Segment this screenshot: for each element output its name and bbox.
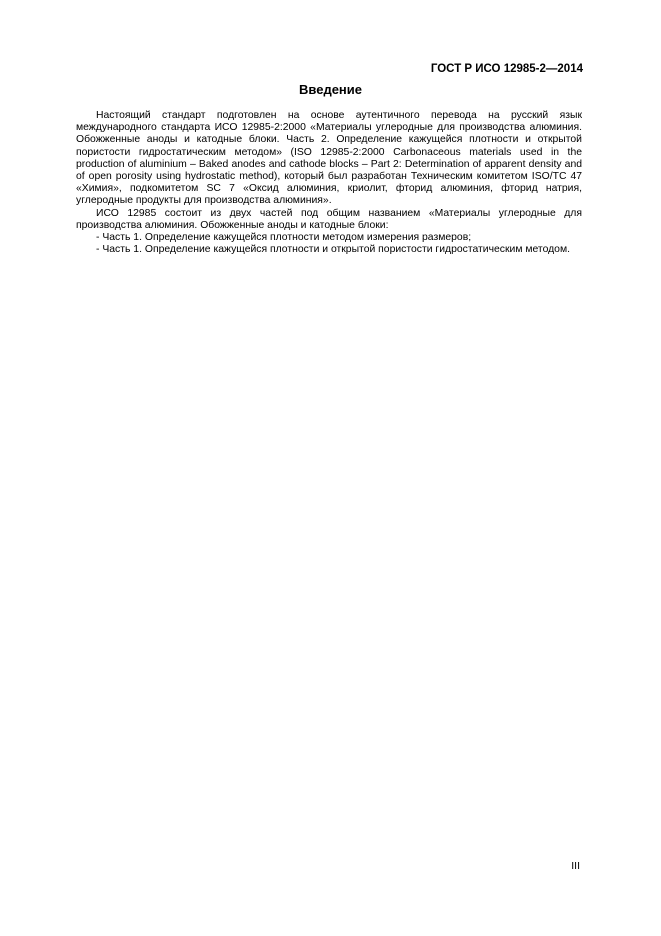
paragraph-parts-intro: ИСО 12985 состоит из двух частей под общим названием «Материалы углеродные для производства алюминия. Обожженные аноды и катодные блоки: [76,207,582,231]
list-item-part-2: - Часть 1. Определение кажущейся плотности и открытой пористости гидростатическим методом. [96,244,570,256]
document-code-header: ГОСТ Р ИСО 12985-2—2014 [430,63,583,75]
section-body [76,110,582,256]
section-title: Введение [299,82,362,97]
paragraph-foreword: Настоящий стандарт подготовлен на основе аутентичного перевода на русский язык международного стандарта ИСО 12985-2:2000 «Материалы углеродные для производства алюминия. Обожженные аноды и катодные блоки. Часть 2. Определение кажущейся плотности и открытой пористости гидростатическим методом» (ISO 12985-2:2000 Carbonaceous materials used in the production of aluminium – Baked anodes and cathode blocks – Part 2: Determination of apparent density and of open porosity using hydrostatic method), который был разработан Техническим комитетом ISO/TC 47 «Химия», подкомитетом SC 7 «Оксид алюминия, криолит, фторид алюминия, фторид натрия, углеродные продукты для производства алюминия». [76,110,582,207]
list-item-part-1: - Часть 1. Определение кажущейся плотности методом измерения размеров; [96,232,472,244]
page-number: III [571,860,580,872]
